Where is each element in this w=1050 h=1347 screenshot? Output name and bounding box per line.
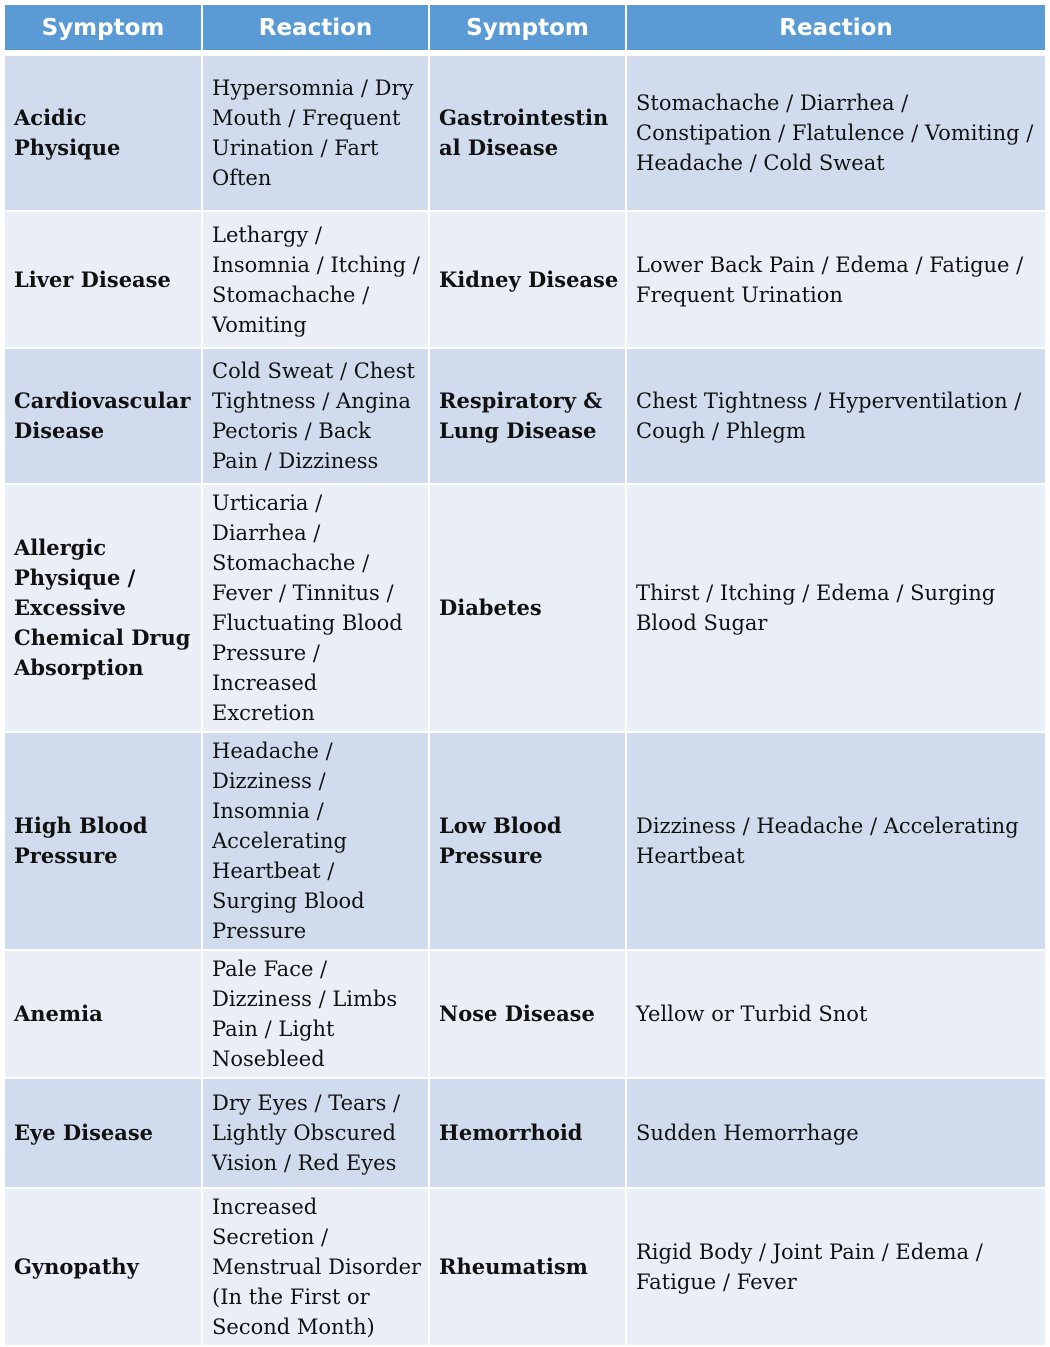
symptom-cell: Liver Disease (5, 211, 202, 348)
reaction-cell: Headache / Dizziness / Insomnia / Accelerating Heartbeat / Surging Blood Pressure (202, 732, 429, 950)
symptom-cell: High Blood Pressure (5, 732, 202, 950)
table-row (5, 1078, 1045, 1188)
reaction-cell: Dizziness / Headache / Accelerating Heartbeat (626, 732, 1045, 950)
table-header (5, 5, 1045, 53)
reaction-cell: Pale Face / Dizziness / Limbs Pain / Light Nosebleed (202, 950, 429, 1078)
table-row (5, 53, 1045, 211)
reaction-cell: Urticaria / Diarrhea / Stomachache / Fever / Tinnitus / Fluctuating Blood Pressure / Increased Excretion (202, 484, 429, 732)
header-symptom-1: Symptom (5, 5, 202, 53)
table-row (5, 484, 1045, 732)
table-row (5, 211, 1045, 348)
header-reaction-1: Reaction (202, 5, 429, 53)
symptom-cell: Respiratory & Lung Disease (429, 348, 626, 484)
symptom-cell: Diabetes (429, 484, 626, 732)
header-symptom-2: Symptom (429, 5, 626, 53)
symptom-cell: Nose Disease (429, 950, 626, 1078)
symptom-cell: Kidney Disease (429, 211, 626, 348)
symptom-cell: Allergic Physique / Excessive Chemical Drug Absorption (5, 484, 202, 732)
header-row (5, 5, 1045, 53)
symptom-cell: Anemia (5, 950, 202, 1078)
reaction-cell: Hypersomnia / Dry Mouth / Frequent Urination / Fart Often (202, 53, 429, 211)
reaction-cell: Increased Secretion / Menstrual Disorder (In the First or Second Month) (202, 1188, 429, 1346)
reaction-cell: Lethargy / Insomnia / Itching / Stomachache / Vomiting (202, 211, 429, 348)
reaction-cell: Lower Back Pain / Edema / Fatigue / Frequent Urination (626, 211, 1045, 348)
symptom-cell: Rheumatism (429, 1188, 626, 1346)
table-row (5, 348, 1045, 484)
table-row (5, 950, 1045, 1078)
table-row (5, 732, 1045, 950)
symptom-cell: Gastrointestinal Disease (429, 53, 626, 211)
symptom-cell: Eye Disease (5, 1078, 202, 1188)
reaction-cell: Thirst / Itching / Edema / Surging Blood Sugar (626, 484, 1045, 732)
reaction-cell: Sudden Hemorrhage (626, 1078, 1045, 1188)
reaction-cell: Stomachache / Diarrhea / Constipation / Flatulence / Vomiting / Headache / Cold Sweat (626, 53, 1045, 211)
symptom-reaction-table (5, 5, 1045, 1347)
reaction-cell: Rigid Body / Joint Pain / Edema / Fatigue / Fever (626, 1188, 1045, 1346)
symptom-cell: Cardiovascular Disease (5, 348, 202, 484)
reaction-cell: Chest Tightness / Hyperventilation / Cough / Phlegm (626, 348, 1045, 484)
reaction-cell: Cold Sweat / Chest Tightness / Angina Pectoris / Back Pain / Dizziness (202, 348, 429, 484)
symptom-cell: Gynopathy (5, 1188, 202, 1346)
symptom-cell: Hemorrhoid (429, 1078, 626, 1188)
symptom-cell: Acidic Physique (5, 53, 202, 211)
table-row (5, 1188, 1045, 1346)
table-body (5, 53, 1045, 1346)
symptom-cell: Low Blood Pressure (429, 732, 626, 950)
header-reaction-2: Reaction (626, 5, 1045, 53)
reaction-cell: Dry Eyes / Tears / Lightly Obscured Vision / Red Eyes (202, 1078, 429, 1188)
reaction-cell: Yellow or Turbid Snot (626, 950, 1045, 1078)
